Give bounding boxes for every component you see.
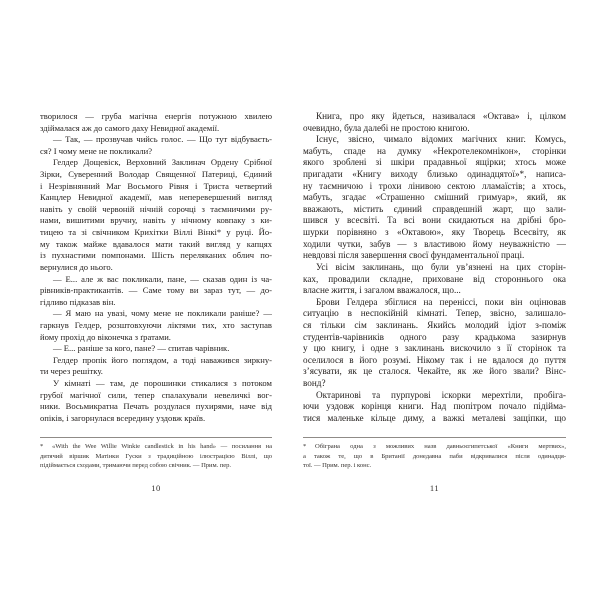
text-line: мабуть, спаде на думку «Некротелекомнікон», сторінки — [303, 145, 566, 156]
page-left-number: 10 — [151, 483, 161, 493]
text-line: невдовзі після завершення своєї фундаментальної праці. — [303, 250, 525, 261]
text-line: Брови Гелдера збіглися на переніссі, поки він оцінював — [316, 296, 566, 307]
text-line: — Я маю на увазі, чому мене не покликали раніше? — — [53, 308, 272, 319]
footnote-line: * «With the Wee Willie Winkie candlestick in his hand» — посилання на — [40, 443, 272, 450]
text-line: студентів-чарівників одного разу крадькома зазирнув — [303, 331, 566, 342]
text-line: Канцлер Невидної академії, мав неперевершений вигляд — [40, 192, 272, 203]
footnote-line: * Обіграна одна з можливих назв давньоєгипетської «Книги мертвих», — [303, 443, 566, 450]
footnote-line: тої. — Прим. пер. і конс. — [303, 462, 372, 469]
footnote-separator — [303, 437, 566, 438]
text-line: ники. Восьмикратна Печать роздулася пухирями, наче від — [40, 401, 272, 412]
text-line: ючи уздовж корінця книги. Над пюпітром почало підійма- — [303, 401, 566, 412]
text-line: йому прохід до віконечка з ґратами. — [40, 331, 171, 342]
text-line: Октаринові та пурпурові іскорки мерехтіли, пробіга- — [316, 389, 566, 400]
text-line: ся? І чому мене не покликали? — [40, 145, 153, 156]
text-line: власне життя, і загалом вважалося, що... — [303, 285, 461, 296]
text-line: тицею та зі свічником Крихітки Віллі Вінкі* у руці. Йо- — [40, 227, 272, 238]
text-line: — Так, — прозвучав чийсь голос. — Що тут відбуваєть- — [53, 134, 272, 145]
text-line: ходили чутки, забув — з властивою йому неуважністю — — [303, 238, 566, 249]
page-right-text — [303, 111, 566, 424]
text-line: ках, провадили складне, приховане від стороннього ока — [303, 273, 566, 284]
text-line: шурки порівняно з «Октавою», яку Творець Всесвіту, як — [303, 227, 566, 238]
footnote-marker: * — [40, 443, 44, 450]
page-right-number: 11 — [429, 483, 440, 493]
text-line: ну таємничою і трохи лінивою сектою лламаїстів; а хтось, — [303, 180, 566, 191]
text-line: пригадати «Книгу виходу близько одинадцятої»*, написа- — [303, 169, 566, 180]
text-line: і Незрівнянний Маг Восьмого Рівня і Триста четвертий — [40, 180, 272, 191]
page-left-footnote — [40, 437, 272, 471]
text-line: вонд? — [303, 378, 326, 389]
page-right-footnote — [303, 437, 566, 471]
text-line: — Е... раніше за кого, пане? — спитав чарівник. — [53, 343, 230, 354]
text-line: здіймалася аж до самого даху Невидної академії. — [40, 122, 220, 133]
text-line: тися маленьке кільце диму, а важкі металеві защіпки, що — [303, 412, 566, 423]
text-line: У кімнаті — там, де порошинки стикалися з потоком — [53, 378, 272, 389]
page-left-text — [40, 111, 272, 424]
text-line: вернулися до нього. — [40, 261, 113, 272]
text-line: Гелдер Дощевіск, Верховний Заклинач Ордену Срібної — [53, 157, 272, 168]
text-line: му також майже вдавалося мати такий вигляд у капцях — [40, 238, 272, 249]
text-line: Гелдер пропік його поглядом, а тоді наважився зиркну- — [53, 354, 272, 365]
text-line: рівників-практикантів. — Саме тому ви зараз тут, — до- — [40, 285, 272, 296]
text-line: Усі вісім заклинань, що були ув’язнені на цих сторін- — [316, 261, 566, 272]
text-line: у цю книгу, і одне з заклинань вискочило з її сторінок та — [303, 343, 566, 354]
text-line: гідливо підказав він. — [40, 296, 116, 307]
text-line: Книга, про яку йдеться, називалася «Октава» і, цілком — [316, 111, 566, 121]
text-line: творилося — груба магічна енергія потужною хвилею — [40, 111, 272, 121]
page-left-footnote-text — [40, 442, 272, 471]
text-line: із пухнастими помпонами. Шість переляканих облич по- — [40, 250, 272, 261]
text-line: — Е... але ж вас покликали, пане, — сказав один із ча- — [53, 273, 272, 284]
text-line: навіть у своїй червоній нічній сорочці з таємничими ру- — [40, 203, 272, 214]
text-line: Існує, звісно, чимало відомих магічних книг. Комусь, — [316, 134, 566, 145]
text-line: очевидно, була далебі не простою книгою. — [303, 122, 470, 133]
text-line: з’ясувати, як це сталося. Чекайте, як же його звали? Вінс- — [303, 366, 566, 377]
text-line: гаркнув Гелдер, розштовхуючи ліктями тих, хто заступав — [40, 319, 272, 330]
footnote-marker: * — [303, 443, 307, 450]
footnote-line: а також те, що в Британії донедавна паби відкривалися після одинадця- — [303, 452, 566, 460]
text-line: якого зроблені зі шкіри прадавньої ящірки; хтось може — [303, 157, 566, 168]
footnote-line: підіймається сходами, тримаючи перед собою свічник. — Прим. пер. — [40, 462, 232, 469]
text-line: Зірки, Суверенний Володар Священної Патериці, Єдиний — [40, 169, 272, 180]
text-line: вважають, містить єдиний справдешній жарт, що зали- — [303, 203, 566, 214]
text-line: ти через решітку. — [40, 366, 103, 377]
text-line: опіків, і загорнулася всередину уздовж країв. — [40, 412, 206, 423]
text-line: ся тільки сім заклинань. Якийсь молодий ідіот з-поміж — [303, 319, 566, 330]
text-line: нами, вишитими вручну, навіть у нічному ковпаку з ки- — [40, 215, 272, 226]
text-line: мабуть, згадає «Страшенно смішний гримуар», який, як — [303, 192, 566, 203]
text-line: оселилося в його розумі. Нікому так і не вдалося до пуття — [303, 354, 566, 365]
footnote-separator — [40, 437, 272, 438]
footnote-line: дитячий віршик Матінки Гуски з традиційною ілюстрацією Віллі, що — [40, 452, 272, 460]
text-line: ситуацію в неспокійній кімнаті. Тепер, звісно, залишало- — [303, 308, 566, 319]
page-right-footnote-text — [303, 442, 566, 471]
text-line: шився у всесвіті. Та всі вони скидаються на дрібні бро- — [303, 215, 566, 226]
text-line: грубої магічної сили, тепер спалахували невеличкі вог- — [40, 389, 272, 400]
